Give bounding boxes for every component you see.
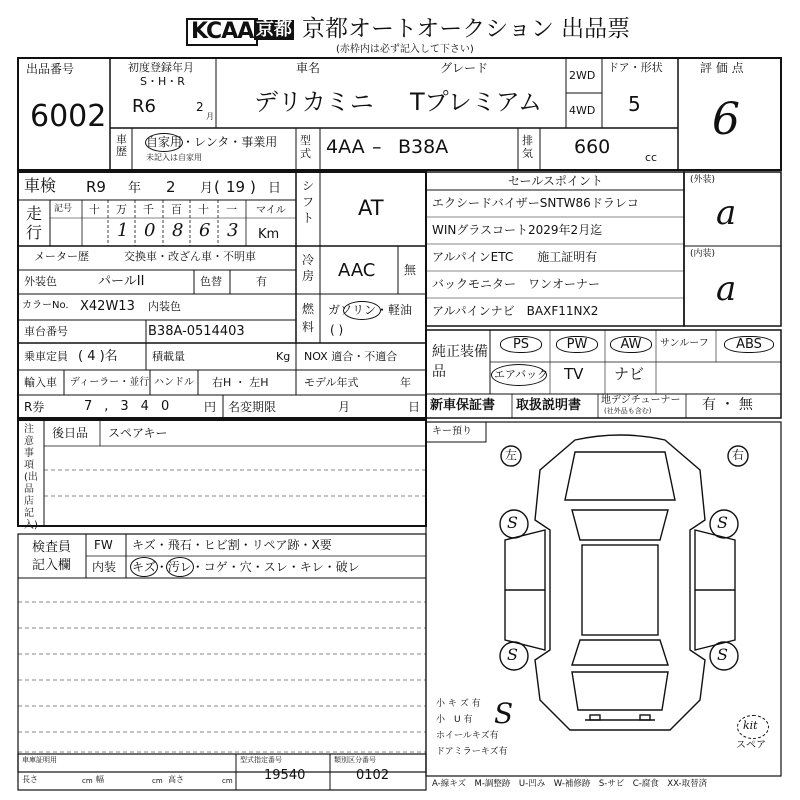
airbag-circle: [491, 364, 547, 386]
model-prefix: 4AA: [326, 136, 365, 158]
logo: KCAA: [186, 18, 258, 46]
class-label: 類別区分番号: [334, 756, 376, 764]
mileage-unit-4: 十: [198, 203, 209, 216]
doc-manual: 取扱説明書: [516, 398, 582, 413]
type-value: 19540: [264, 768, 306, 783]
legend-2: 小 U 有: [436, 715, 473, 725]
first-reg-eras: S・H・R: [140, 75, 185, 88]
rating-label: 評 価 点: [700, 61, 744, 75]
equip-tv: TV: [564, 365, 584, 383]
grade-label: グレード: [440, 61, 489, 75]
equip-ps: PS: [500, 336, 542, 353]
shaken-day-unit: 日: [268, 181, 282, 196]
color-no-value: X42W13: [80, 299, 135, 314]
equip-pw: PW: [556, 336, 598, 353]
drive-2wd: 2WD: [569, 69, 596, 82]
legend-3: ホイールキズ有: [436, 731, 499, 741]
model-year-unit: 年: [400, 376, 411, 389]
right-label: 右: [732, 448, 745, 462]
car-diagram: [505, 435, 735, 730]
name-change-label: 名変期限: [228, 400, 277, 414]
shaken-month-unit: 月: [200, 181, 214, 196]
len-label: 長さ: [22, 775, 38, 784]
mileage-unit-km: Km: [258, 227, 280, 242]
width-unit: cm: [152, 777, 163, 785]
ac-label: 冷房: [302, 253, 315, 283]
len-unit: cm: [82, 777, 93, 785]
fuel-label: 燃料: [302, 302, 315, 334]
int-label: (内装): [690, 249, 716, 259]
sales-line-3: アルパインETC 施工証明有: [432, 250, 598, 264]
mileage-unit-5: 一: [226, 203, 237, 216]
width-label: 幅: [96, 775, 104, 784]
first-reg-month-unit: 月: [206, 112, 214, 121]
equip-sunroof: サンルーフ: [660, 338, 709, 349]
mileage-digit-0: 1: [117, 220, 129, 241]
displacement-value: 660: [574, 136, 611, 158]
shaken-month: 2: [166, 178, 176, 196]
color-label: 外装色: [24, 275, 57, 288]
shaken-year: R9: [86, 178, 106, 196]
handle-options: 右H ・ 左H: [212, 376, 269, 389]
nox-value: NOX 適合・不適合: [304, 350, 398, 363]
mileage-kigou: 記号: [54, 204, 73, 214]
fuel-other: ( ): [330, 323, 344, 337]
mark-fr: S: [717, 513, 728, 532]
displacement-label: 排気: [522, 134, 533, 160]
meter-label: メーター歴: [34, 250, 89, 263]
doc-opts: 有 ・ 無: [702, 397, 753, 413]
meter-options: 交換車・改ざん車・不明車: [124, 250, 256, 263]
legend-4: ドアミラーキズ有: [436, 747, 508, 757]
sales-line-2: WINグラスコート2029年2月迄: [432, 223, 603, 237]
legend-hand-mark: S: [494, 697, 514, 730]
doc-tuner-note: (社外品も含む): [604, 407, 652, 415]
ext-label: (外装): [690, 175, 716, 185]
sales-line-4: バックモニター ワンオーナー: [432, 277, 601, 291]
equip-navi: ナビ: [614, 365, 645, 383]
mark-fl: S: [507, 513, 518, 532]
shaken-year-unit: 年: [128, 181, 142, 196]
first-reg-year: R6: [132, 96, 156, 117]
recycle-label: R券: [24, 400, 45, 414]
int-insp-label: 内装: [92, 560, 117, 574]
doc-warranty: 新車保証書: [430, 398, 496, 413]
equipment-label: 純正装備品: [432, 344, 488, 380]
mileage-digit-2: 8: [172, 220, 184, 241]
sales-title: セールスポイント: [508, 174, 603, 188]
mileage-unit-1: 万: [116, 203, 127, 216]
form-title: 京都オートオークション 出品票: [302, 16, 631, 42]
fuel-circle: [343, 301, 381, 320]
legend-1: 小 キ ズ 有: [436, 699, 481, 709]
mileage-unit-0: 十: [89, 203, 100, 216]
car-name-label: 車名: [296, 61, 321, 75]
spare-label: スペア: [736, 740, 766, 751]
car-name-value: デリカミニ: [254, 88, 374, 116]
logo-city: 京都: [256, 19, 292, 40]
model-year-label: モデル年式: [304, 376, 359, 389]
first-reg-label: 初度登録年月: [128, 61, 194, 74]
model-label: 型式: [300, 134, 311, 160]
ac-none: 無: [404, 263, 417, 277]
mileage-unit-3: 百: [171, 203, 182, 216]
rating-value: 6: [712, 94, 740, 145]
import-label: 輸入車: [24, 376, 57, 389]
mileage-label: 走行: [26, 204, 43, 242]
load-label: 積載量: [152, 350, 185, 363]
first-reg-month: 2: [196, 100, 204, 114]
history-note: 未記入は自家用: [146, 153, 202, 162]
sales-line-1: エクシードバイザーSNTW86ドラレコ: [432, 196, 639, 210]
lot-number: 6002: [30, 99, 107, 134]
mileage-digit-4: 3: [227, 220, 239, 241]
color-no-label: カラーNo.: [22, 300, 69, 311]
equip-abs: ABS: [724, 336, 774, 353]
fw-label: FW: [94, 538, 113, 552]
left-label: 左: [505, 448, 518, 462]
int-insp-items: キズ・汚レ・コゲ・穴・スレ・キレ・破レ: [132, 560, 360, 574]
mileage-unit-mile: マイル: [256, 205, 286, 216]
height-unit: cm: [222, 777, 233, 785]
name-change-day: 日: [408, 400, 421, 414]
import-dealer: ディーラー・並行: [70, 377, 150, 388]
int-color-label: 内装色: [148, 300, 181, 313]
shift-label: シフト: [302, 179, 315, 225]
kit-label: kit: [743, 719, 758, 732]
fw-items: キズ・飛石・ヒビ割・リペア跡・X要: [132, 538, 332, 552]
capacity-label: 乗車定員: [24, 350, 68, 363]
chassis-label: 車台番号: [24, 325, 68, 338]
history-label: 車歴: [116, 133, 127, 158]
inspector-label: 検査員記入欄: [32, 540, 72, 573]
load-unit: Kg: [276, 350, 291, 363]
mileage-digit-1: 0: [144, 220, 156, 241]
mileage-digit-3: 6: [199, 220, 211, 241]
lot-label: 出品番号: [26, 62, 75, 76]
code-legend: A-線キズ M-調整跡 U-凹み W-補修跡 S-サビ C-腐食 XX-取替済: [432, 779, 708, 789]
history-options: 自家用・レンタ・事業用: [146, 135, 278, 149]
sales-line-5: アルパインナビ BAXF11NX2: [432, 304, 599, 318]
class-value: 0102: [356, 768, 390, 783]
model-code: B38A: [398, 136, 449, 158]
history-circle: [145, 133, 183, 152]
recycle-value: 7,340: [84, 399, 182, 414]
int-value: a: [716, 269, 737, 309]
notes-item1: 後日品: [52, 426, 89, 440]
cert-label: 車庫証明用: [22, 756, 57, 764]
fuel-options: ガソリン・軽油: [328, 303, 413, 317]
mark-rr: S: [717, 645, 728, 664]
key-label: キー預り: [432, 426, 472, 437]
mileage-unit-2: 千: [143, 203, 154, 216]
height-label: 高さ: [168, 775, 184, 784]
handle-label: ハンドル: [154, 377, 194, 388]
capacity-value: ( 4 )名: [78, 349, 118, 364]
recycle-unit: 円: [204, 400, 217, 414]
shaken-day: 19: [226, 178, 246, 196]
type-label: 型式指定番号: [240, 756, 282, 764]
paint-label: 色替: [200, 275, 222, 288]
shift-value: AT: [358, 196, 384, 220]
equip-airbag: エアバック: [494, 368, 549, 381]
displacement-unit: cc: [645, 151, 658, 164]
ext-value: a: [716, 193, 737, 233]
grade-value: Tプレミアム: [410, 88, 543, 116]
mark-rl: S: [507, 645, 518, 664]
form-note: (赤枠内は必ず記入して下さい): [336, 44, 474, 55]
notes-label: 注意事項(出品店記入): [24, 424, 38, 531]
shaken-label: 車検: [24, 176, 57, 195]
int-circle-1: [130, 557, 158, 577]
notes-item1-value: スペアキー: [108, 426, 168, 440]
paint-value: 有: [256, 275, 267, 288]
doors-label: ドア・形状: [608, 61, 663, 74]
doors-value: 5: [628, 92, 641, 116]
int-circle-2: [166, 557, 194, 577]
doc-tuner: 地デジチューナー: [601, 395, 681, 406]
color-value: パールII: [98, 274, 145, 289]
name-change-month: 月: [338, 400, 351, 414]
equip-aw: AW: [610, 336, 652, 353]
chassis-value: B38A-0514403: [148, 324, 245, 339]
model-dash: –: [372, 136, 382, 158]
drive-4wd: 4WD: [569, 104, 596, 117]
ac-value: AAC: [338, 260, 376, 281]
